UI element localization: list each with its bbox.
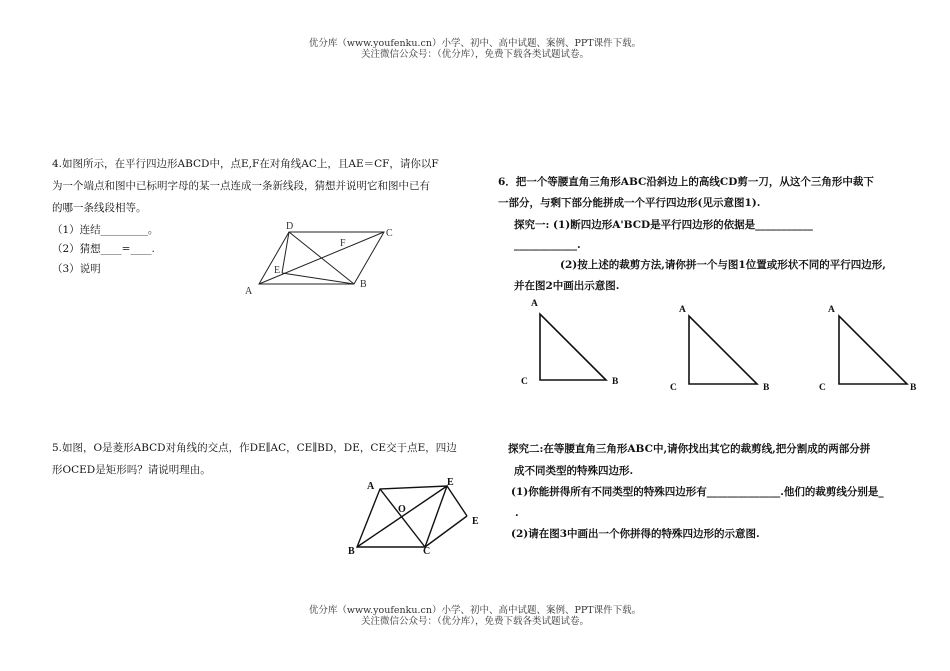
q6-t2-label-a: A [679,305,686,315]
q5-line-1: 5.如图，O是菱形ABCD对角线的交点，作DE∥AC，CE∥BD，DE，CE交于点E，四边 [52,442,457,454]
q6-explore1-b: ____________. [514,239,581,251]
q5-label-e-top: E [447,477,454,488]
q6-triangle-2 [689,316,757,384]
q6-line-2: 一部分，与剩下部分能拼成一个平行四边形(见示意图1). [498,197,761,209]
q6-t1-label-c: C [521,377,528,387]
q5-label-c: C [423,546,431,557]
q6-explore2-d: . [515,507,519,519]
q6-t1-label-b: B [612,377,619,387]
q4-label-e: E [274,265,281,276]
q5-label-o: O [398,504,406,515]
q4-sub-1: （1）连结_________。 [52,224,159,236]
q6-t2-label-b: B [763,383,770,393]
q6-explore2-e: (2)请在图3中画出一个你拼得的特殊四边形的示意图. [511,528,760,540]
q4-line-2: 为一个端点和图中已标明字母的某一点连成一条新线段，猜想并说明它和图中已有 [52,180,430,192]
q6-t3-label-a: A [828,305,835,315]
q6-triangle-1 [540,314,606,380]
q5-label-a: A [367,481,375,492]
q5-line-2: 形OCED是矩形吗？请说明理由。 [52,464,211,476]
header-line-1: 优分库（www.youfenku.cn）小学、初中、高中试题、案例、PPT课件下载。 [308,38,642,49]
q4-line-1: 4.如图所示，在平行四边形ABCD中，点E,F在对角线AC上，且AE＝CF，请你以F [52,158,439,170]
q6-explore2-c: (1)你能拼得所有不同类型的特殊四边形有______________.他们的裁剪线分别是_ [511,486,884,498]
q5-segment-de [447,486,467,516]
q4-line-3: 的哪一条线段相等。 [52,202,147,214]
q6-triangle-3 [839,316,907,384]
q6-explore1-c: (2)按上述的裁剪方法,请你拼一个与图1位置或形状不同的平行四边形, [560,259,886,271]
q6-t3-label-c: C [819,383,826,393]
footer-line-2: 关注微信公众号：（优分库），免费下载各类试题试卷。 [360,616,589,627]
q4-label-f: F [340,238,346,249]
page-footer [0,605,950,627]
q4-sub-3: （3）说明 [52,263,101,275]
q6-t2-label-c: C [670,383,677,393]
q6-explore2-b: 成不同类型的特殊四边形. [514,465,634,477]
q5-diagonal-ac [380,489,425,547]
q4-segment-eb [282,273,354,284]
q6-t1-label-a: A [531,299,538,309]
footer-line-1: 优分库（www.youfenku.cn）小学、初中、高中试题、案例、PPT课件下载。 [308,605,642,616]
q6-explore1-d: 并在图2中画出示意图. [514,280,620,292]
q4-label-c: C [386,228,393,239]
q6-explore2-a: 探究二:在等腰直角三角形ABC中,请你找出其它的裁剪线,把分割成的两部分拼 [508,443,871,455]
q5-label-e-right: E [472,516,479,527]
q6-t3-label-b: B [910,383,917,393]
q6-line-1: 6．把一个等腰直角三角形ABC沿斜边上的高线CD剪一刀，从这个三角形中裁下 [498,176,874,188]
q4-label-a: A [245,286,253,297]
q5-diagonal-bd [357,486,447,547]
q4-label-b: B [360,279,367,290]
q4-label-d: D [286,221,294,232]
q6-explore1-a: 探究一: (1)断四边形A'BCD是平行四边形的依据是___________ [514,219,813,231]
header-line-2: 关注微信公众号：（优分库），免费下载各类试题试卷。 [360,49,589,60]
q5-label-b: B [348,546,355,557]
q4-sub-2: （2）猜想____=____. [52,243,155,255]
